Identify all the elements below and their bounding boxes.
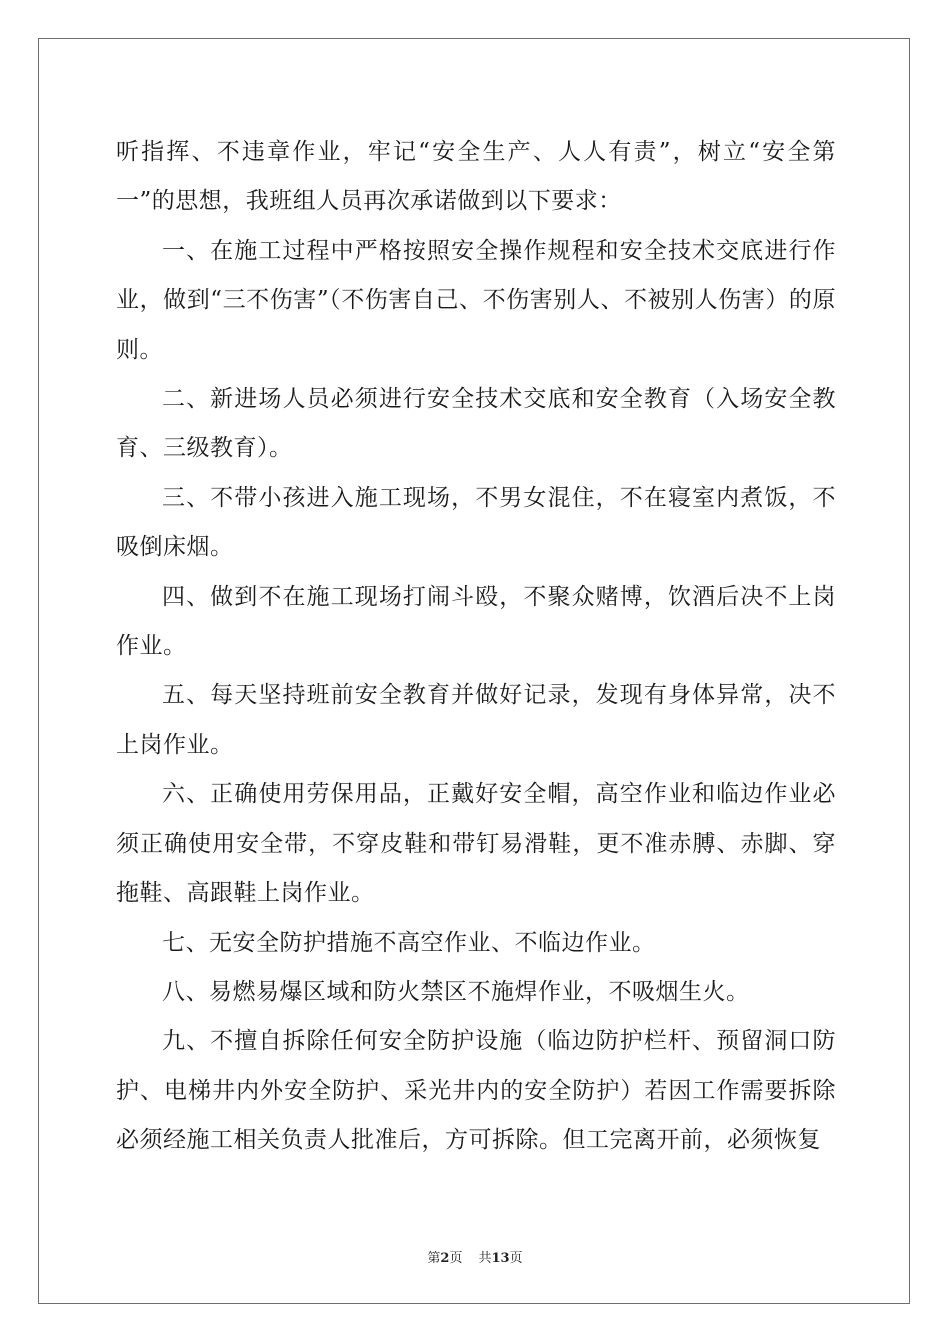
paragraph-10: 九、不擅自拆除任何安全防护设施（临边防护栏杆、预留洞口防护、电梯井内外安全防护、采光井内的安全防护）若因工作需要拆除必须经施工相关负责人批准后，方可拆除。但工完离开前，必须恢复 bbox=[116, 1028, 836, 1154]
paragraph-1: 听指挥、不违章作业，牢记“安全生产、人人有责”，树立“安全第一”的思想，我班组人员再次承诺做到以下要求： bbox=[116, 139, 836, 215]
paragraph-3: 二、新进场人员必须进行安全技术交底和安全教育（入场安全教育、三级教育）。 bbox=[116, 386, 836, 462]
paragraph-4: 三、不带小孩进入施工现场，不男女混住，不在寝室内煮饭，不吸倒床烟。 bbox=[116, 484, 836, 561]
page-number: 2 bbox=[440, 1251, 450, 1266]
paragraph-5: 四、做到不在施工现场打闹斗殴，不聚众赌博，饮酒后决不上岗作业。 bbox=[116, 583, 836, 660]
total-pages: 13 bbox=[491, 1251, 510, 1266]
page-suffix: 页 bbox=[449, 1251, 463, 1266]
paragraph-7: 六、正确使用劳保用品，正戴好安全帽，高空作业和临边作业必须正确使用安全带，不穿皮鞋和带钉易滑鞋，更不准赤膊、赤脚、穿拖鞋、高跟鞋上岗作业。 bbox=[116, 781, 836, 907]
paragraph-2: 一、在施工过程中严格按照安全操作规程和安全技术交底进行作业，做到“三不伤害”（不伤害自己、不伤害别人、不被别人伤害）的原则。 bbox=[116, 237, 836, 363]
document-body bbox=[116, 128, 836, 1166]
paragraph-9: 八、易燃易爆区域和防火禁区不施焊作业，不吸烟生火。 bbox=[162, 978, 750, 1005]
total-suffix: 页 bbox=[509, 1251, 523, 1266]
total-prefix: 共 bbox=[478, 1251, 492, 1266]
page-prefix: 第 bbox=[427, 1251, 441, 1266]
page-footer bbox=[0, 1247, 950, 1266]
paragraph-6: 五、每天坚持班前安全教育并做好记录，发现有身体异常，决不上岗作业。 bbox=[116, 682, 836, 758]
paragraph-8: 七、无安全防护措施不高空作业、不临边作业。 bbox=[162, 929, 656, 956]
